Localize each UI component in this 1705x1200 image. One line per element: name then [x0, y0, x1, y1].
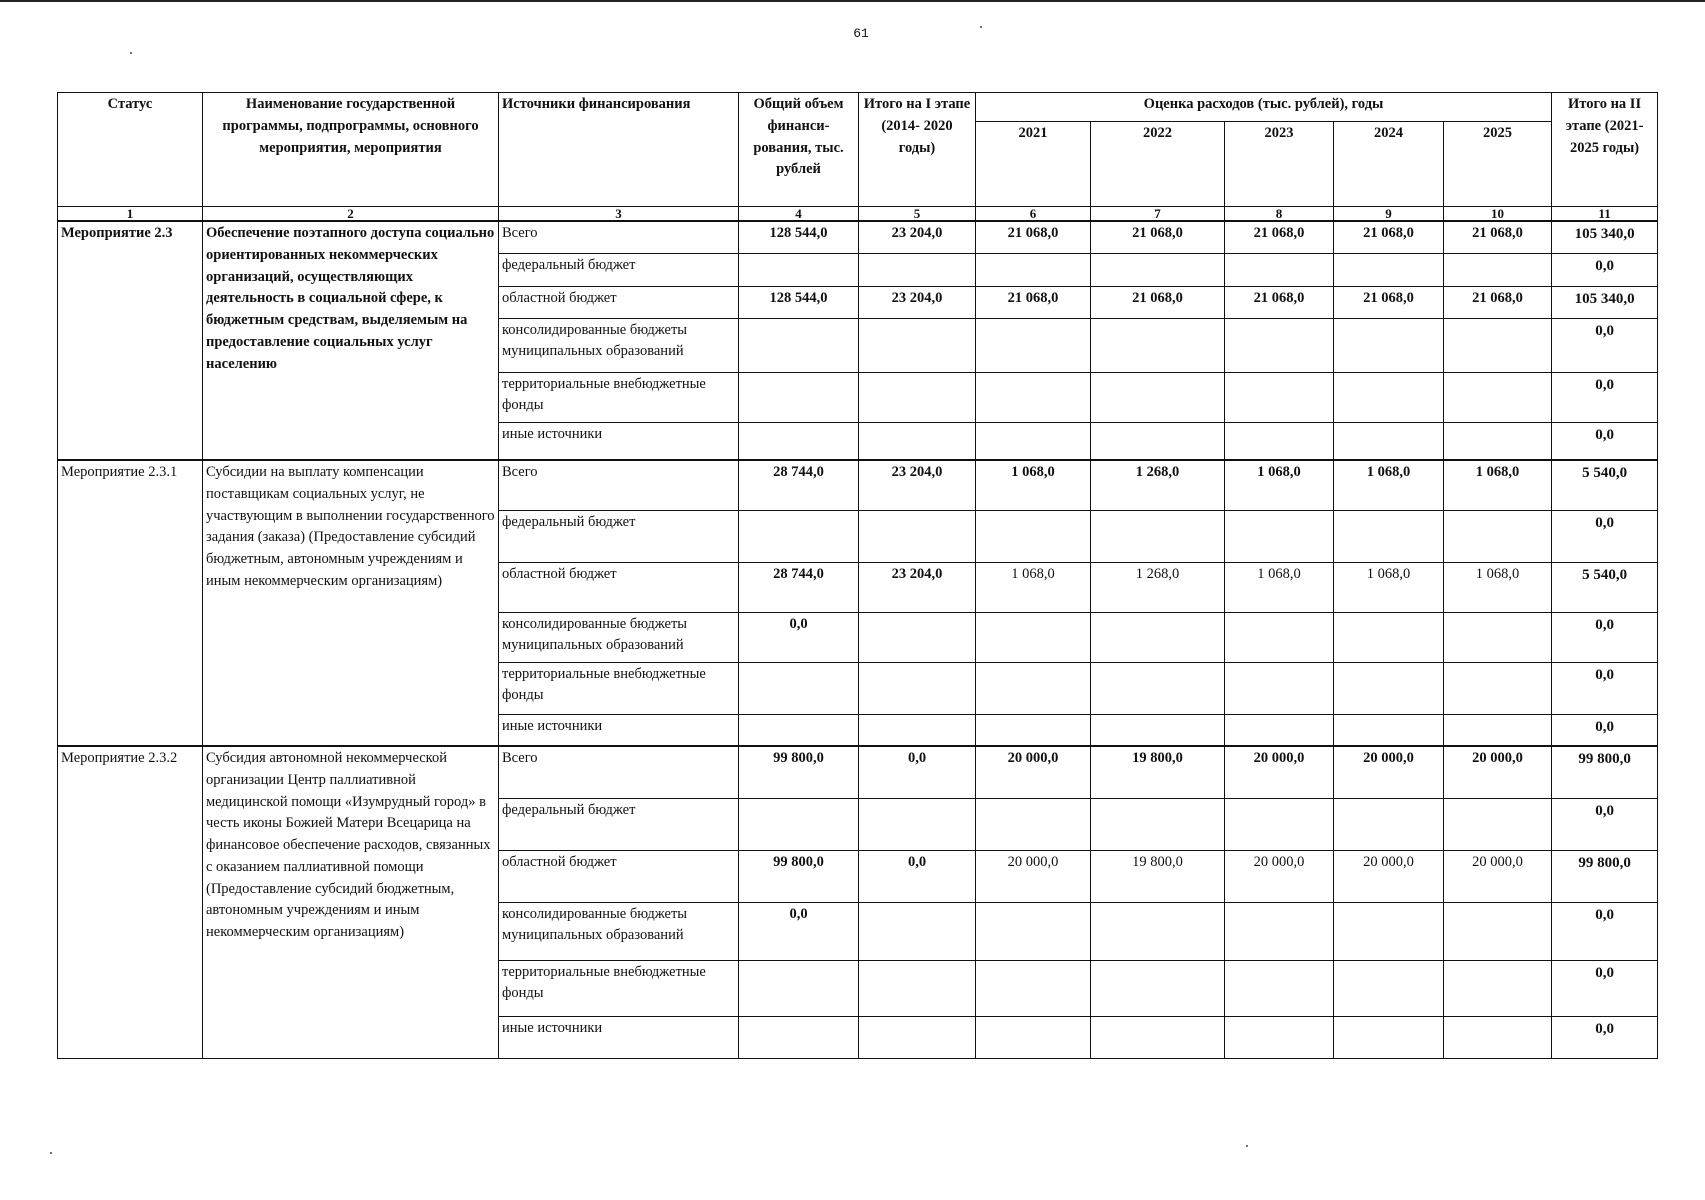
value-cell [1444, 960, 1552, 1016]
value-cell: 1 068,0 [976, 460, 1091, 510]
value-cell [1334, 318, 1444, 372]
value-cell: 20 000,0 [1334, 746, 1444, 798]
stage2-total-cell: 0,0 [1552, 372, 1658, 422]
measure-name: Субсидии на выплату компенсации поставщикам социальных услуг, не участвующим в выполнении государственного задания (заказа) (Предоставление субсидий бюджетным, автономным учреждениям и иным некоммерческим организациям) [203, 460, 499, 746]
value-cell [976, 798, 1091, 850]
value-cell [1444, 422, 1552, 460]
measure-name: Обеспечение поэтапного доступа социально ориентированных некоммерческих организаций, осуществляющих деятельность в социальной сфере, к бюджетным средствам, выделяемым на предоставление социальных услуг населению [203, 221, 499, 460]
value-cell [739, 510, 859, 562]
header-year: 2021 [976, 122, 1091, 207]
stage2-total-cell: 0,0 [1552, 960, 1658, 1016]
value-cell [1091, 714, 1225, 746]
value-cell [1334, 612, 1444, 662]
value-cell [739, 372, 859, 422]
value-cell: 21 068,0 [1225, 221, 1334, 253]
value-cell: 1 068,0 [976, 562, 1091, 612]
value-cell [1225, 510, 1334, 562]
header-total-volume: Общий объем финанси- рования, тыс. рублей [739, 93, 859, 207]
value-cell [1225, 960, 1334, 1016]
stage2-total-cell: 0,0 [1552, 798, 1658, 850]
value-cell: 1 068,0 [1444, 460, 1552, 510]
header-year: 2023 [1225, 122, 1334, 207]
column-number: 1 [58, 207, 203, 222]
value-cell [1444, 372, 1552, 422]
stage2-total-cell: 0,0 [1552, 1016, 1658, 1058]
value-cell: 21 068,0 [976, 221, 1091, 253]
value-cell [1334, 662, 1444, 714]
source-label: федеральный бюджет [499, 510, 739, 562]
value-cell: 23 204,0 [859, 221, 976, 253]
stage2-total-cell: 5 540,0 [1552, 460, 1658, 510]
value-cell [1225, 612, 1334, 662]
value-cell [1444, 714, 1552, 746]
source-label: иные источники [499, 422, 739, 460]
value-cell: 20 000,0 [1444, 746, 1552, 798]
value-cell [859, 902, 976, 960]
value-cell [976, 1016, 1091, 1058]
value-cell: 0,0 [859, 746, 976, 798]
measure-status: Мероприятие 2.3.2 [58, 746, 203, 1058]
column-number: 9 [1334, 207, 1444, 222]
value-cell [1091, 798, 1225, 850]
value-cell [976, 253, 1091, 286]
value-cell [859, 798, 976, 850]
value-cell [1444, 318, 1552, 372]
value-cell [1225, 714, 1334, 746]
value-cell: 21 068,0 [1444, 286, 1552, 318]
value-cell [1334, 798, 1444, 850]
value-cell: 20 000,0 [1225, 850, 1334, 902]
value-cell [1444, 798, 1552, 850]
value-cell [976, 510, 1091, 562]
column-number: 7 [1091, 207, 1225, 222]
value-cell: 128 544,0 [739, 286, 859, 318]
value-cell: 0,0 [859, 850, 976, 902]
value-cell [859, 372, 976, 422]
measure-status: Мероприятие 2.3 [58, 221, 203, 460]
header-stage2: Итого на II этапе (2021- 2025 годы) [1552, 93, 1658, 207]
value-cell [976, 422, 1091, 460]
value-cell [859, 318, 976, 372]
value-cell [1225, 372, 1334, 422]
stage2-total-cell: 0,0 [1552, 714, 1658, 746]
header-status: Статус [58, 93, 203, 207]
value-cell [1091, 902, 1225, 960]
value-cell [1091, 662, 1225, 714]
source-label: Всего [499, 460, 739, 510]
value-cell: 23 204,0 [859, 286, 976, 318]
value-cell [739, 422, 859, 460]
value-cell [1091, 960, 1225, 1016]
value-cell: 21 068,0 [1334, 221, 1444, 253]
value-cell: 21 068,0 [1334, 286, 1444, 318]
table-row [58, 746, 1658, 798]
source-label: федеральный бюджет [499, 798, 739, 850]
value-cell [1444, 902, 1552, 960]
stage2-total-cell: 0,0 [1552, 422, 1658, 460]
table-row [58, 460, 1658, 510]
header-name: Наименование государственной программы, подпрограммы, основного мероприятия, мероприятия [203, 93, 499, 207]
value-cell: 1 068,0 [1225, 460, 1334, 510]
value-cell [1334, 960, 1444, 1016]
column-number: 10 [1444, 207, 1552, 222]
scan-speck [1246, 1145, 1248, 1147]
stage2-total-cell: 0,0 [1552, 318, 1658, 372]
value-cell: 19 800,0 [1091, 746, 1225, 798]
source-label: федеральный бюджет [499, 253, 739, 286]
value-cell [1225, 253, 1334, 286]
value-cell [859, 1016, 976, 1058]
value-cell [859, 253, 976, 286]
stage2-total-cell: 99 800,0 [1552, 850, 1658, 902]
value-cell [976, 662, 1091, 714]
value-cell [1334, 510, 1444, 562]
value-cell [1444, 253, 1552, 286]
value-cell: 20 000,0 [1334, 850, 1444, 902]
value-cell: 1 268,0 [1091, 562, 1225, 612]
source-label: консолидированные бюджеты муниципальных образований [499, 902, 739, 960]
value-cell [1225, 902, 1334, 960]
value-cell [1091, 318, 1225, 372]
value-cell [1225, 422, 1334, 460]
value-cell: 21 068,0 [976, 286, 1091, 318]
value-cell [1225, 318, 1334, 372]
value-cell [1444, 662, 1552, 714]
value-cell: 0,0 [739, 902, 859, 960]
value-cell [859, 612, 976, 662]
value-cell [859, 510, 976, 562]
value-cell: 1 068,0 [1334, 562, 1444, 612]
value-cell: 21 068,0 [1444, 221, 1552, 253]
source-label: территориальные внебюджетные фонды [499, 372, 739, 422]
scan-speck [50, 1152, 52, 1154]
stage2-total-cell: 105 340,0 [1552, 286, 1658, 318]
table-row [58, 221, 1658, 253]
source-label: областной бюджет [499, 286, 739, 318]
stage2-total-cell: 0,0 [1552, 902, 1658, 960]
value-cell [1225, 1016, 1334, 1058]
value-cell [739, 662, 859, 714]
stage2-total-cell: 0,0 [1552, 253, 1658, 286]
value-cell [739, 1016, 859, 1058]
measure-name: Субсидия автономной некоммерческой организации Центр паллиативной медицинской помощи «Изумрудный город» в честь иконы Божией Матери Всецарица на финансовое обеспечение расходов, связанных с оказанием паллиативной помощи (Предоставление субсидий бюджетным, автономным учреждениям и иным некоммерческим организациям) [203, 746, 499, 1058]
source-label: территориальные внебюджетные фонды [499, 662, 739, 714]
column-number: 8 [1225, 207, 1334, 222]
column-number: 6 [976, 207, 1091, 222]
value-cell: 28 744,0 [739, 562, 859, 612]
value-cell [1334, 253, 1444, 286]
value-cell [976, 318, 1091, 372]
value-cell: 1 068,0 [1444, 562, 1552, 612]
scan-edge [0, 0, 1705, 2]
value-cell [1444, 1016, 1552, 1058]
column-number: 2 [203, 207, 499, 222]
value-cell: 0,0 [739, 612, 859, 662]
source-label: областной бюджет [499, 850, 739, 902]
value-cell [739, 318, 859, 372]
value-cell [739, 714, 859, 746]
page-number: 61 [853, 26, 869, 41]
header-stage1: Итого на I этапе (2014- 2020 годы) [859, 93, 976, 207]
header-year: 2025 [1444, 122, 1552, 207]
value-cell [859, 714, 976, 746]
value-cell [739, 960, 859, 1016]
value-cell [1091, 510, 1225, 562]
source-label: иные источники [499, 1016, 739, 1058]
value-cell: 20 000,0 [976, 850, 1091, 902]
scan-speck [130, 52, 132, 54]
column-number: 3 [499, 207, 739, 222]
value-cell [859, 662, 976, 714]
value-cell [1091, 612, 1225, 662]
value-cell [859, 960, 976, 1016]
value-cell [976, 714, 1091, 746]
scan-speck [980, 26, 982, 28]
table-body [58, 221, 1658, 1058]
value-cell [1225, 798, 1334, 850]
value-cell: 20 000,0 [1444, 850, 1552, 902]
value-cell: 28 744,0 [739, 460, 859, 510]
value-cell: 20 000,0 [976, 746, 1091, 798]
source-label: Всего [499, 746, 739, 798]
source-label: консолидированные бюджеты муниципальных образований [499, 318, 739, 372]
source-label: Всего [499, 221, 739, 253]
source-label: областной бюджет [499, 562, 739, 612]
value-cell [1334, 714, 1444, 746]
value-cell: 21 068,0 [1225, 286, 1334, 318]
value-cell [1444, 510, 1552, 562]
value-cell: 23 204,0 [859, 562, 976, 612]
value-cell: 21 068,0 [1091, 286, 1225, 318]
header-year: 2024 [1334, 122, 1444, 207]
value-cell: 1 068,0 [1334, 460, 1444, 510]
value-cell [976, 960, 1091, 1016]
value-cell [1334, 902, 1444, 960]
value-cell [1334, 422, 1444, 460]
value-cell [739, 798, 859, 850]
stage2-total-cell: 0,0 [1552, 612, 1658, 662]
source-label: иные источники [499, 714, 739, 746]
value-cell [1091, 372, 1225, 422]
header-estimate: Оценка расходов (тыс. рублей), годы [976, 93, 1552, 122]
value-cell [1334, 1016, 1444, 1058]
value-cell: 99 800,0 [739, 746, 859, 798]
value-cell: 23 204,0 [859, 460, 976, 510]
header-sources: Источники финансирования [499, 93, 739, 207]
value-cell [739, 253, 859, 286]
value-cell [976, 372, 1091, 422]
value-cell: 1 268,0 [1091, 460, 1225, 510]
value-cell [976, 902, 1091, 960]
value-cell [1091, 422, 1225, 460]
value-cell [976, 612, 1091, 662]
measure-status: Мероприятие 2.3.1 [58, 460, 203, 746]
budget-table [57, 92, 1658, 1059]
value-cell [859, 422, 976, 460]
column-number: 4 [739, 207, 859, 222]
value-cell [1444, 612, 1552, 662]
stage2-total-cell: 0,0 [1552, 662, 1658, 714]
value-cell: 21 068,0 [1091, 221, 1225, 253]
value-cell: 99 800,0 [739, 850, 859, 902]
stage2-total-cell: 0,0 [1552, 510, 1658, 562]
stage2-total-cell: 5 540,0 [1552, 562, 1658, 612]
column-number: 5 [859, 207, 976, 222]
header-year: 2022 [1091, 122, 1225, 207]
value-cell: 1 068,0 [1225, 562, 1334, 612]
stage2-total-cell: 99 800,0 [1552, 746, 1658, 798]
value-cell: 20 000,0 [1225, 746, 1334, 798]
stage2-total-cell: 105 340,0 [1552, 221, 1658, 253]
source-label: территориальные внебюджетные фонды [499, 960, 739, 1016]
source-label: консолидированные бюджеты муниципальных образований [499, 612, 739, 662]
column-number: 11 [1552, 207, 1658, 222]
value-cell [1091, 1016, 1225, 1058]
value-cell [1334, 372, 1444, 422]
value-cell [1225, 662, 1334, 714]
value-cell [1091, 253, 1225, 286]
value-cell: 19 800,0 [1091, 850, 1225, 902]
value-cell: 128 544,0 [739, 221, 859, 253]
